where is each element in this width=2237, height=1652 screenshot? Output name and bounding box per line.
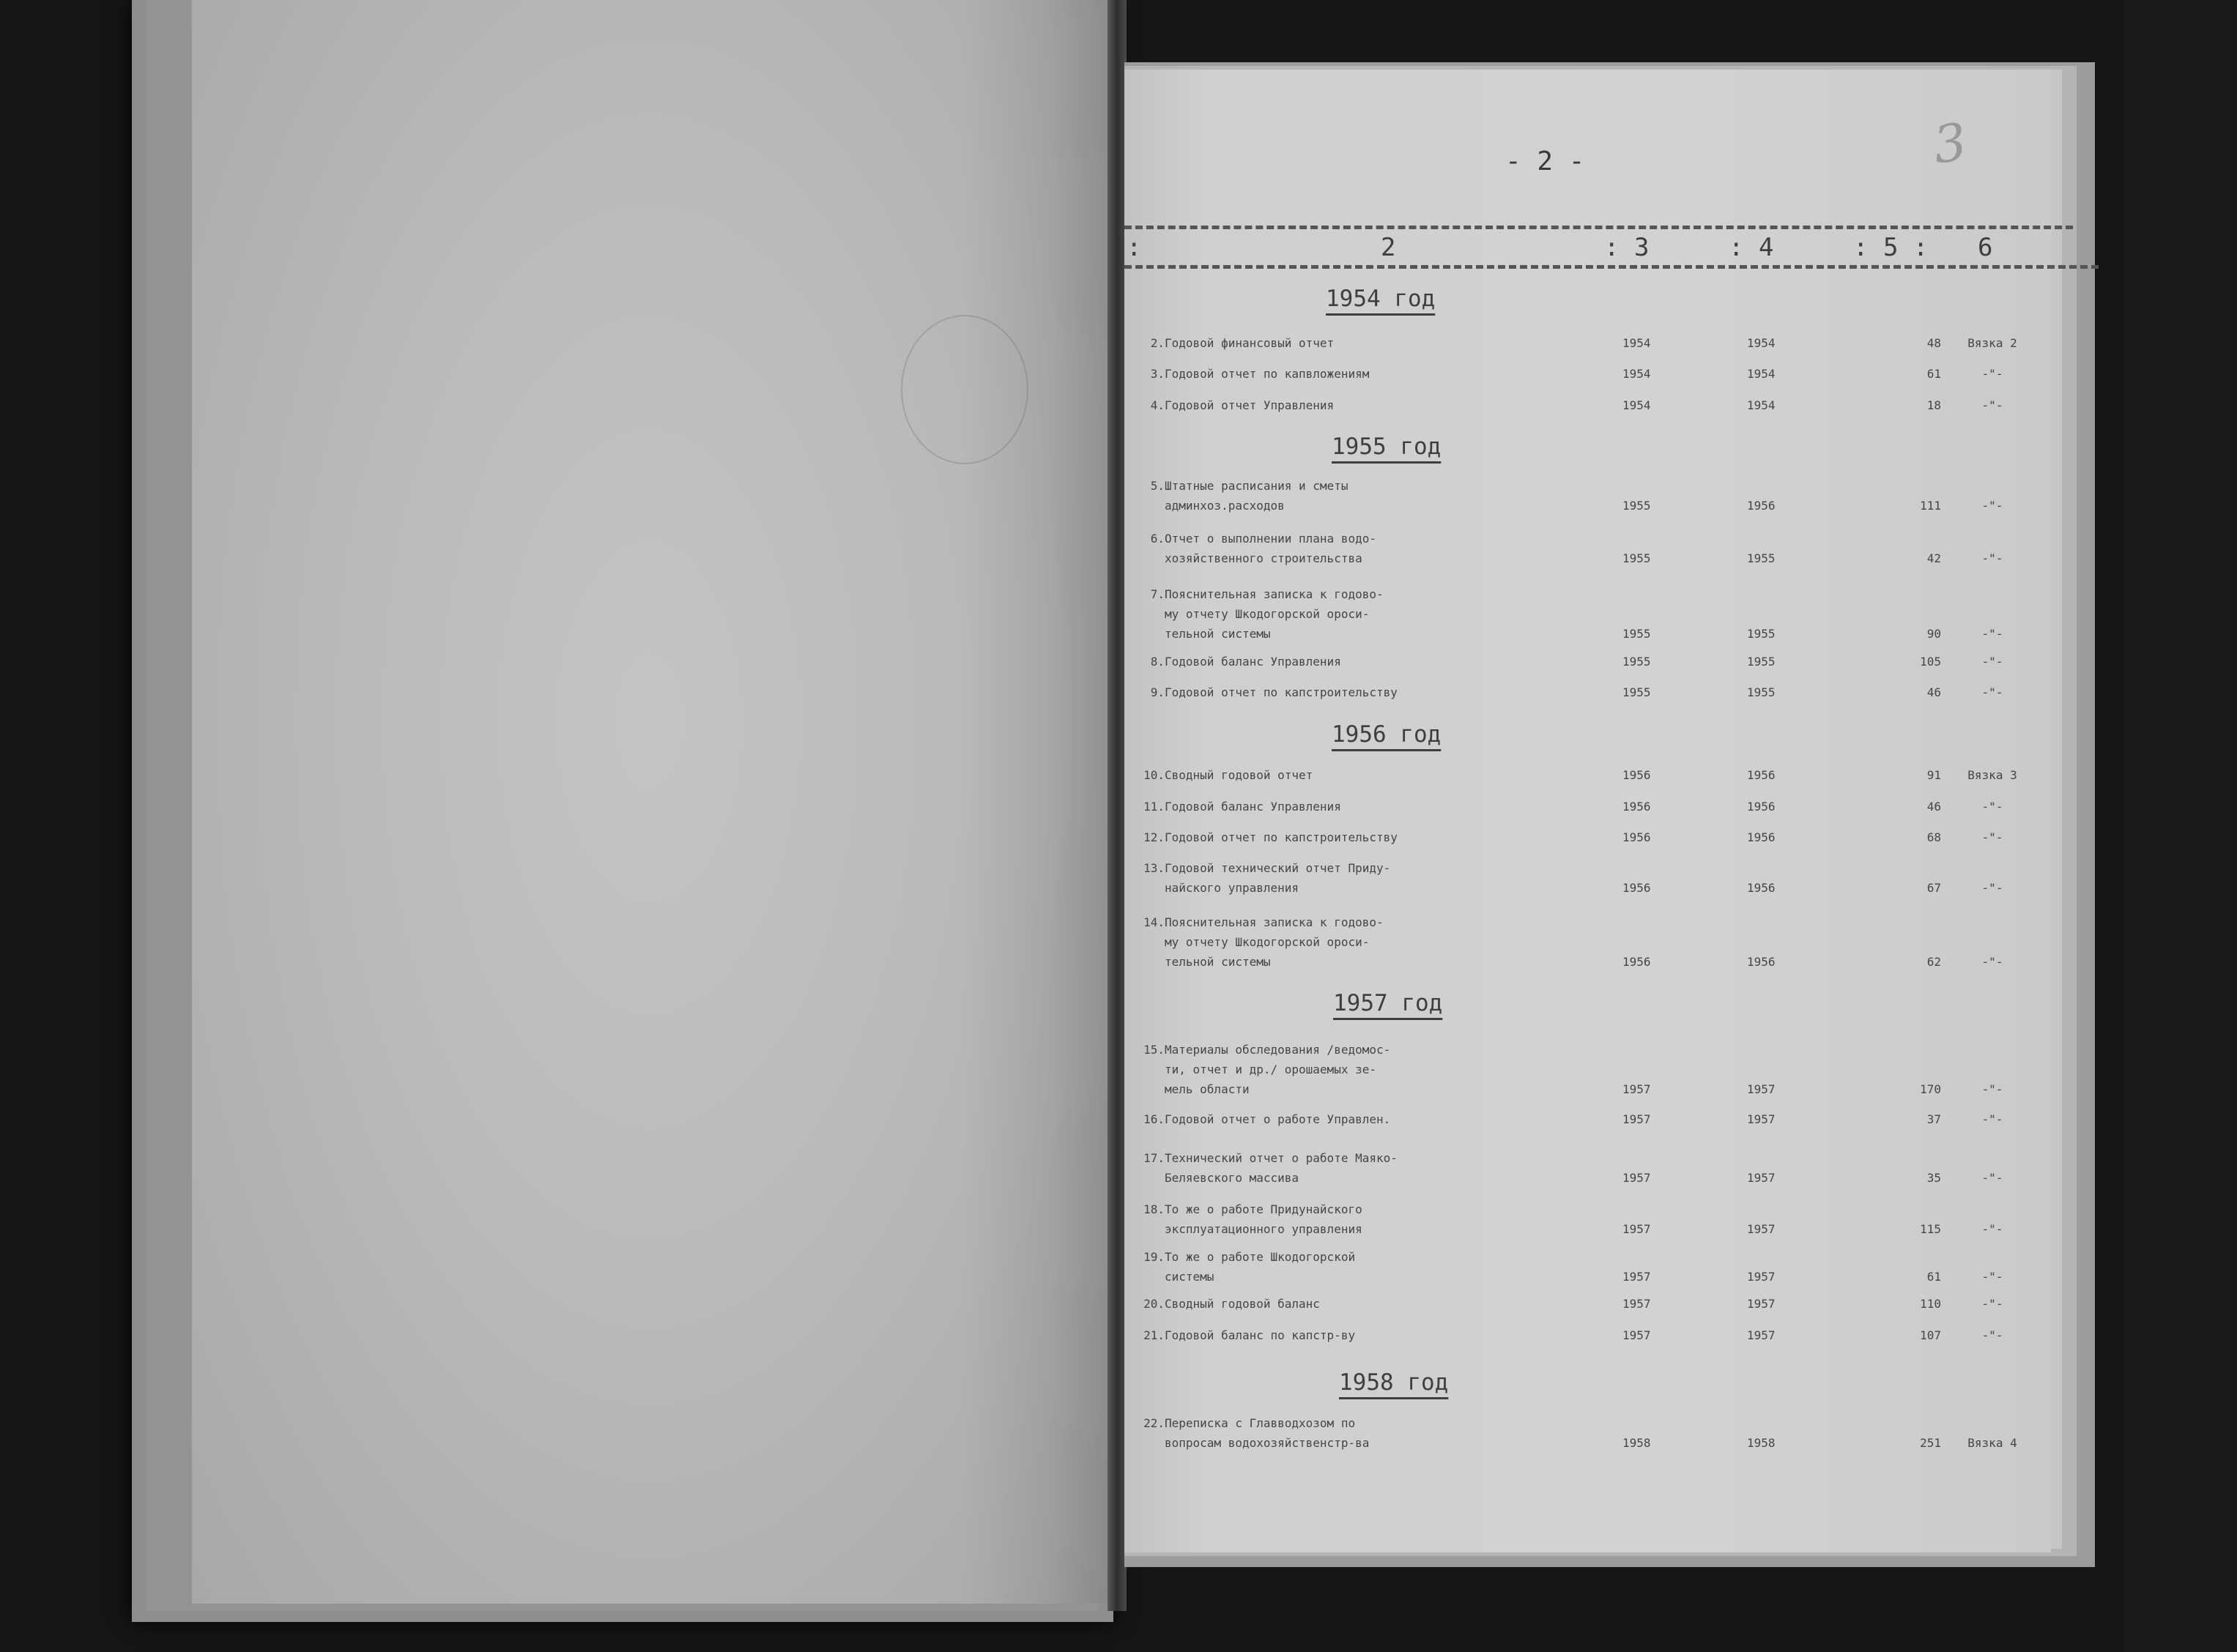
item-sheet-count: 61 [1926, 1270, 1941, 1284]
item-end-date: 1956 [1747, 955, 1776, 969]
header-col-5: : 5 : [1853, 233, 1929, 262]
item-title: Годовой отчет по капстроительству [1165, 830, 1398, 844]
item-number: 5. [1150, 479, 1165, 493]
item-note: -"- [1981, 1082, 2003, 1096]
item-end-date: 1957 [1747, 1171, 1776, 1185]
item-end-date: 1957 [1747, 1328, 1776, 1342]
item-title: То же о работе Придунайского эксплуатационного управления [1165, 1202, 1362, 1236]
item-start-date: 1956 [1622, 800, 1651, 814]
item-start-date: 1957 [1622, 1171, 1651, 1185]
item-number: 13. [1143, 861, 1165, 875]
year-heading: 1955 год [1332, 434, 1442, 460]
item-start-date: 1955 [1622, 499, 1651, 513]
year-heading: 1957 год [1333, 990, 1443, 1016]
item-start-date: 1954 [1622, 336, 1651, 350]
item-sheet-count: 18 [1926, 398, 1941, 412]
header-col-6: 6 [1978, 233, 1993, 262]
item-end-date: 1955 [1747, 655, 1776, 669]
item-title: Материалы обследования /ведомос- ти, отчет и др./ орошаемых зе- мель области [1165, 1043, 1391, 1096]
item-title: Технический отчет о работе Маяко- Беляевского массива [1165, 1151, 1398, 1185]
item-start-date: 1956 [1622, 955, 1651, 969]
item-end-date: 1956 [1747, 830, 1776, 844]
item-note: -"- [1981, 1171, 2003, 1185]
item-sheet-count: 107 [1920, 1328, 1941, 1342]
item-title: Годовой технический отчет Приду- найского управления [1165, 861, 1391, 895]
item-start-date: 1955 [1622, 655, 1651, 669]
item-number: 2. [1150, 336, 1165, 350]
item-end-date: 1955 [1747, 685, 1776, 699]
item-end-date: 1955 [1747, 627, 1776, 641]
item-number: 16. [1143, 1112, 1165, 1126]
year-heading: 1958 год [1339, 1369, 1449, 1396]
item-sheet-count: 90 [1926, 627, 1941, 641]
item-number: 11. [1143, 800, 1165, 814]
item-note: Вязка 2 [1967, 336, 2017, 350]
header-col-2: 2 [1381, 233, 1396, 262]
item-start-date: 1955 [1622, 627, 1651, 641]
background-right [2124, 0, 2237, 1652]
item-title: Годовой финансовый отчет [1165, 336, 1335, 350]
item-end-date: 1956 [1747, 881, 1776, 895]
header-col-0: : [1127, 233, 1142, 262]
item-title: То же о работе Шкодогорской системы [1165, 1250, 1356, 1284]
item-start-date: 1957 [1622, 1222, 1651, 1236]
item-start-date: 1957 [1622, 1270, 1651, 1284]
item-note: -"- [1981, 881, 2003, 895]
item-number: 14. [1143, 915, 1165, 929]
item-number: 9. [1150, 685, 1165, 699]
item-note: -"- [1981, 1328, 2003, 1342]
item-note: Вязка 3 [1967, 768, 2017, 782]
item-sheet-count: 62 [1926, 955, 1941, 969]
year-heading: 1954 год [1326, 286, 1436, 312]
item-number: 10. [1143, 768, 1165, 782]
item-end-date: 1957 [1747, 1082, 1776, 1096]
item-title: Пояснительная записка к годово- му отчету Шкодогорской ороси- тельной системы [1165, 915, 1384, 969]
item-title: Годовой баланс по капстр-ву [1165, 1328, 1356, 1342]
item-end-date: 1956 [1747, 800, 1776, 814]
item-sheet-count: 251 [1920, 1436, 1941, 1450]
header-col-4: : 4 [1729, 233, 1774, 262]
item-sheet-count: 68 [1926, 830, 1941, 844]
item-number: 19. [1143, 1250, 1165, 1264]
item-start-date: 1958 [1622, 1436, 1651, 1450]
item-start-date: 1957 [1622, 1328, 1651, 1342]
item-note: Вязка 4 [1967, 1436, 2017, 1450]
item-sheet-count: 46 [1926, 800, 1941, 814]
item-end-date: 1957 [1747, 1297, 1776, 1311]
item-end-date: 1954 [1747, 398, 1776, 412]
item-number: 15. [1143, 1043, 1165, 1057]
item-title: Сводный годовой баланс [1165, 1297, 1320, 1311]
item-start-date: 1957 [1622, 1112, 1651, 1126]
item-start-date: 1956 [1622, 830, 1651, 844]
item-title: Годовой отчет Управления [1165, 398, 1335, 412]
item-sheet-count: 42 [1926, 551, 1941, 565]
item-sheet-count: 61 [1926, 367, 1941, 381]
faded-stamp [901, 315, 1028, 464]
item-sheet-count: 37 [1926, 1112, 1941, 1126]
left-page [192, 0, 1108, 1604]
item-number: 22. [1143, 1416, 1165, 1430]
item-note: -"- [1981, 685, 2003, 699]
item-start-date: 1957 [1622, 1082, 1651, 1096]
item-number: 21. [1143, 1328, 1165, 1342]
item-start-date: 1957 [1622, 1297, 1651, 1311]
item-number: 12. [1143, 830, 1165, 844]
item-end-date: 1956 [1747, 768, 1776, 782]
item-start-date: 1955 [1622, 685, 1651, 699]
item-note: -"- [1981, 551, 2003, 565]
item-title: Годовой отчет по капвложениям [1165, 367, 1370, 381]
item-note: -"- [1981, 1112, 2003, 1126]
item-end-date: 1954 [1747, 367, 1776, 381]
item-sheet-count: 67 [1926, 881, 1941, 895]
item-note: -"- [1981, 627, 2003, 641]
item-sheet-count: 111 [1920, 499, 1941, 513]
header-col-3: : 3 [1604, 233, 1650, 262]
item-end-date: 1956 [1747, 499, 1776, 513]
item-title: Годовой отчет о работе Управлен. [1165, 1112, 1391, 1126]
item-number: 4. [1150, 398, 1165, 412]
item-number: 8. [1150, 655, 1165, 669]
item-end-date: 1954 [1747, 336, 1776, 350]
item-number: 17. [1143, 1151, 1165, 1165]
item-number: 3. [1150, 367, 1165, 381]
header-rule-bottom [1124, 265, 2099, 269]
item-end-date: 1958 [1747, 1436, 1776, 1450]
header-rule-top [1124, 226, 2073, 229]
item-start-date: 1956 [1622, 881, 1651, 895]
item-sheet-count: 35 [1926, 1171, 1941, 1185]
item-note: -"- [1981, 830, 2003, 844]
item-note: -"- [1981, 655, 2003, 669]
item-sheet-count: 46 [1926, 685, 1941, 699]
item-start-date: 1954 [1622, 367, 1651, 381]
item-number: 6. [1150, 532, 1165, 546]
item-sheet-count: 110 [1920, 1297, 1941, 1311]
item-title: Штатные расписания и сметы админхоз.расходов [1165, 479, 1348, 513]
item-title: Сводный годовой отчет [1165, 768, 1313, 782]
item-number: 20. [1143, 1297, 1165, 1311]
page-number: - 2 - [1505, 146, 1585, 176]
item-number: 18. [1143, 1202, 1165, 1216]
item-number: 7. [1150, 587, 1165, 601]
item-sheet-count: 105 [1920, 655, 1941, 669]
item-end-date: 1957 [1747, 1112, 1776, 1126]
item-note: -"- [1981, 800, 2003, 814]
folio-number: 3 [1929, 111, 1971, 176]
item-sheet-count: 91 [1926, 768, 1941, 782]
item-sheet-count: 170 [1920, 1082, 1941, 1096]
page-fold-shadow [961, 0, 1108, 1604]
item-title: Отчет о выполнении плана водо- хозяйственного строительства [1165, 532, 1376, 565]
item-title: Годовой баланс Управления [1165, 800, 1341, 814]
item-title: Пояснительная записка к годово- му отчету Шкодогорской ороси- тельной системы [1165, 587, 1384, 641]
item-title: Годовой отчет по капстроительству [1165, 685, 1398, 699]
item-start-date: 1954 [1622, 398, 1651, 412]
item-end-date: 1955 [1747, 551, 1776, 565]
item-note: -"- [1981, 398, 2003, 412]
item-note: -"- [1981, 955, 2003, 969]
item-note: -"- [1981, 1270, 2003, 1284]
year-heading: 1956 год [1332, 721, 1442, 748]
item-note: -"- [1981, 499, 2003, 513]
item-sheet-count: 48 [1926, 336, 1941, 350]
item-note: -"- [1981, 367, 2003, 381]
item-end-date: 1957 [1747, 1270, 1776, 1284]
item-note: -"- [1981, 1222, 2003, 1236]
item-start-date: 1955 [1622, 551, 1651, 565]
item-note: -"- [1981, 1297, 2003, 1311]
item-end-date: 1957 [1747, 1222, 1776, 1236]
item-start-date: 1956 [1622, 768, 1651, 782]
item-sheet-count: 115 [1920, 1222, 1941, 1236]
item-title: Годовой баланс Управления [1165, 655, 1341, 669]
item-title: Переписка с Главводхозом по вопросам водохозяйственстр-ва [1165, 1416, 1370, 1450]
